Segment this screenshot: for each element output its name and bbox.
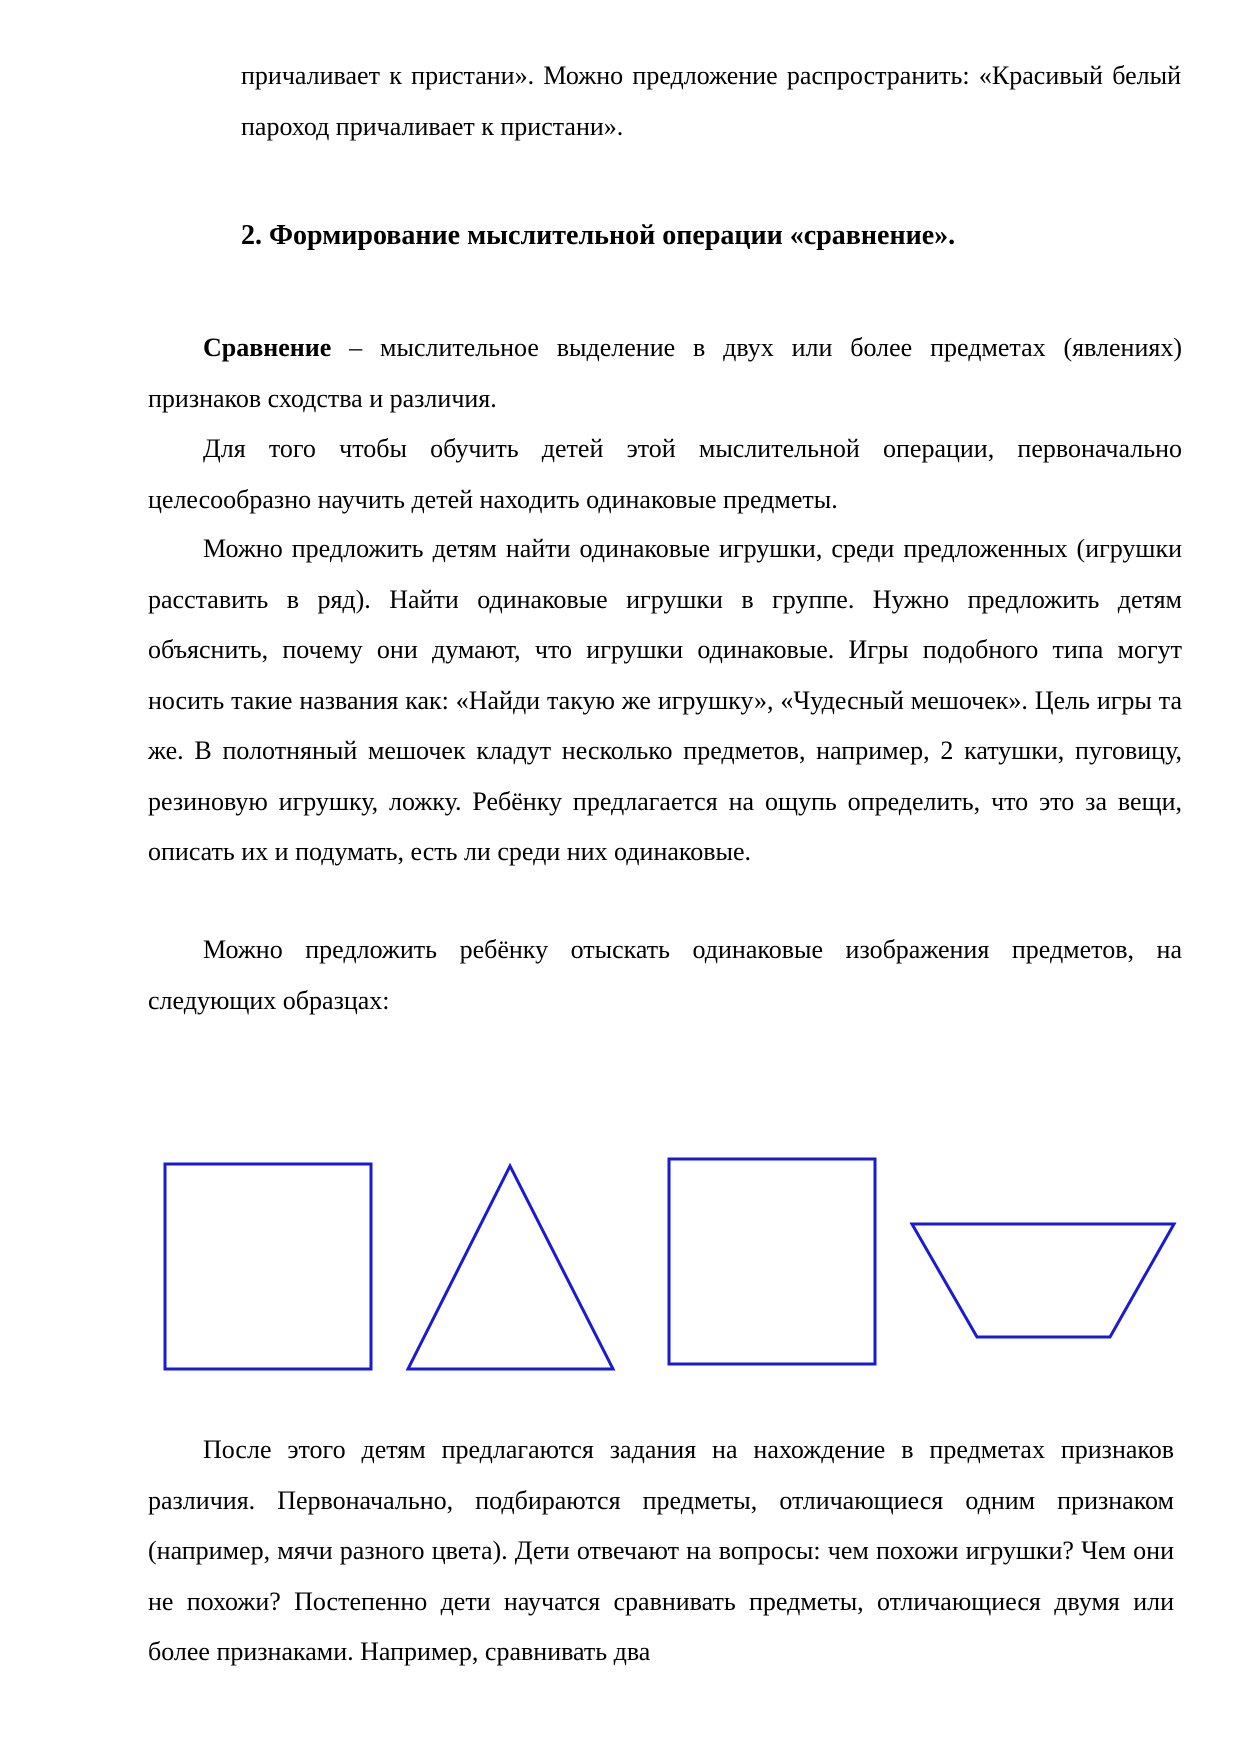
shape-triangle — [408, 1166, 613, 1369]
intro-paragraph: причаливает к пристани». Можно предложение распространить: «Красивый белый пароход причаливает к пристани». — [241, 61, 1181, 141]
paragraph-differences: После этого детям предлагаются задания на нахождение в предметах признаков различия. Первоначально, подбираются предметы, отличающиеся одним признаком (например, мячи разного цвета). Дети отвечают на вопросы: чем похожи игрушки? Чем они не похожи? Постепенно дети научатся сравнивать предметы, отличающиеся двумя или более признаками. Например, сравнивать два — [148, 1435, 1174, 1666]
section-heading: 2. Формирование мыслительной операции «сравнение». — [241, 220, 956, 251]
paragraph-find-images: Можно предложить ребёнку отыскать одинаковые изображения предметов, на следующих образцах: — [148, 935, 1182, 1015]
shapes-figure — [0, 1140, 1241, 1390]
definition-paragraph — [148, 323, 1182, 424]
paragraph-games: Можно предложить детям найти одинаковые игрушки, среди предложенных (игрушки расставить в ряд). Найти одинаковые игрушки в группе. Нужно предложить детям объяснить, почему они думают, что игрушки одинаковые. Игры подобного типа могут носить такие названия как: «Найди такую же игрушку», «Чудесный мешочек». Цель игры та же. В полотняный мешочек кладут несколько предметов, например, 2 катушки, пуговицу, резиновую игрушку, ложку. Ребёнку предлагается на ощупь определить, что это за вещи, описать их и подумать, есть ли среди них одинаковые. — [148, 534, 1182, 866]
shape-square-2 — [669, 1159, 875, 1364]
shape-square-1 — [165, 1164, 371, 1369]
paragraph-teach-identical: Для того чтобы обучить детей этой мыслительной операции, первоначально целесообразно научить детей находить одинаковые предметы. — [148, 434, 1182, 514]
definition-text: – мыслительное выделение в двух или более предметах (явлениях) признаков сходства и различия. — [148, 333, 1182, 413]
shape-trapezoid — [912, 1224, 1174, 1337]
definition-term: Сравнение — [203, 333, 332, 362]
